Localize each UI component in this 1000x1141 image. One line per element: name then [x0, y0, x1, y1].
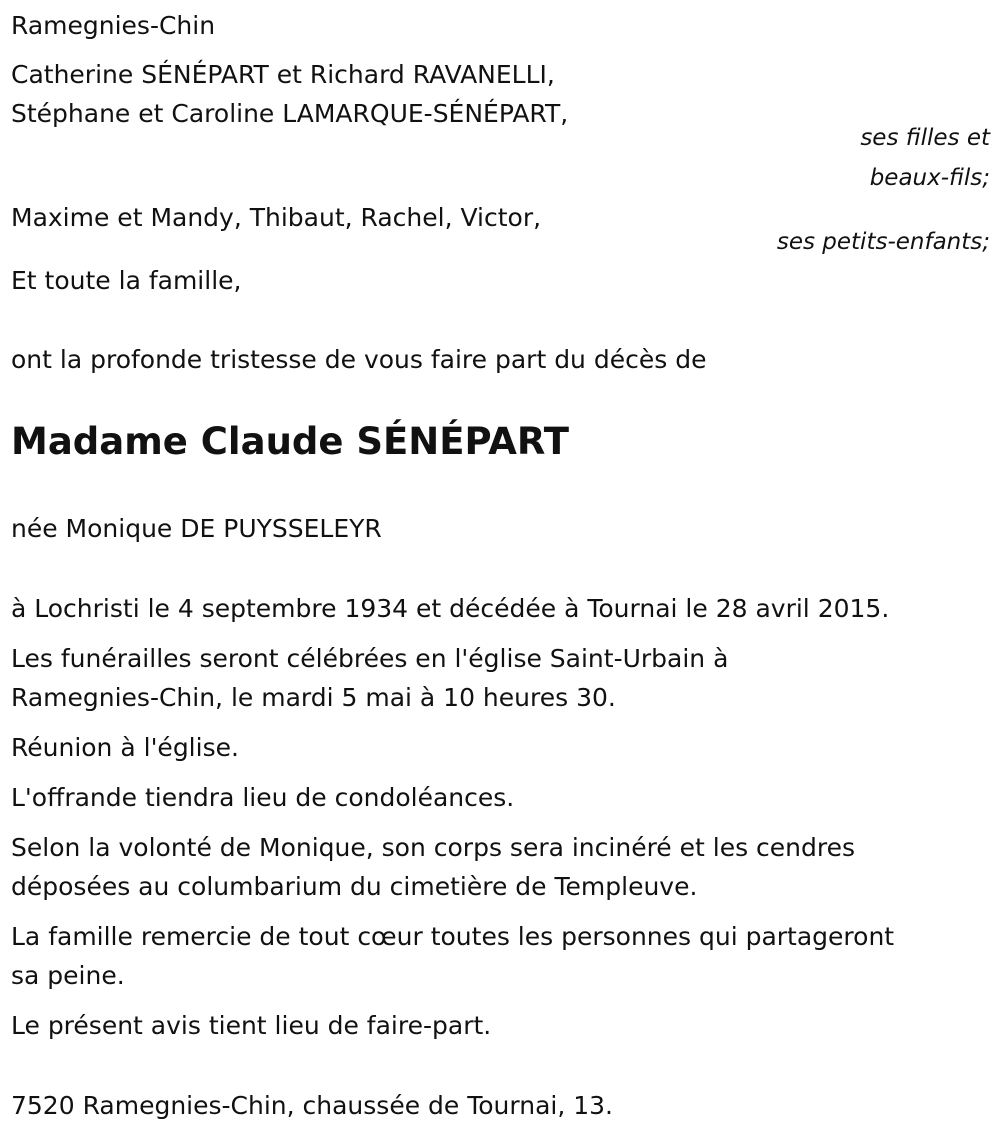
- funeral-line-1: Les funérailles seront célébrées en l'église Saint-Urbain à: [11, 644, 729, 673]
- deceased-name: Madame Claude SÉNÉPART: [11, 420, 569, 463]
- thanks-line-1: La famille remercie de tout cœur toutes les personnes qui partageront: [11, 922, 895, 951]
- grandchildren-role: ses petits-enfants;: [776, 229, 990, 255]
- announcement-text: ont la profonde tristesse de vous faire part du décès de: [11, 345, 707, 374]
- offering-line: L'offrande tiendra lieu de condoléances.: [11, 783, 515, 812]
- meeting-line: Réunion à l'église.: [11, 733, 239, 762]
- daughters-role-line-1: ses filles et: [860, 125, 990, 151]
- family-line-daughter-2: Stéphane et Caroline LAMARQUE-SÉNÉPART,: [11, 99, 569, 128]
- notice-line: Le présent avis tient lieu de faire-part.: [11, 1011, 492, 1040]
- address-line: 7520 Ramegnies-Chin, chaussée de Tournai, 13.: [11, 1091, 613, 1120]
- grandchildren-line: Maxime et Mandy, Thibaut, Rachel, Victor,: [11, 203, 542, 232]
- thanks-line-2: sa peine.: [11, 961, 125, 990]
- daughters-role-line-2: beaux-fils;: [869, 165, 990, 191]
- funeral-line-2: Ramegnies-Chin, le mardi 5 mai à 10 heures 30.: [11, 683, 616, 712]
- life-dates: à Lochristi le 4 septembre 1934 et décédée à Tournai le 28 avril 2015.: [11, 594, 890, 623]
- maiden-name: née Monique DE PUYSSELEYR: [11, 514, 382, 543]
- town-heading: Ramegnies-Chin: [11, 11, 216, 40]
- wish-line-1: Selon la volonté de Monique, son corps sera incinéré et les cendres: [11, 833, 856, 862]
- extended-family-line: Et toute la famille,: [11, 266, 242, 295]
- wish-line-2: déposées au columbarium du cimetière de Templeuve.: [11, 872, 698, 901]
- family-line-daughter-1: Catherine SÉNÉPART et Richard RAVANELLI,: [11, 60, 555, 89]
